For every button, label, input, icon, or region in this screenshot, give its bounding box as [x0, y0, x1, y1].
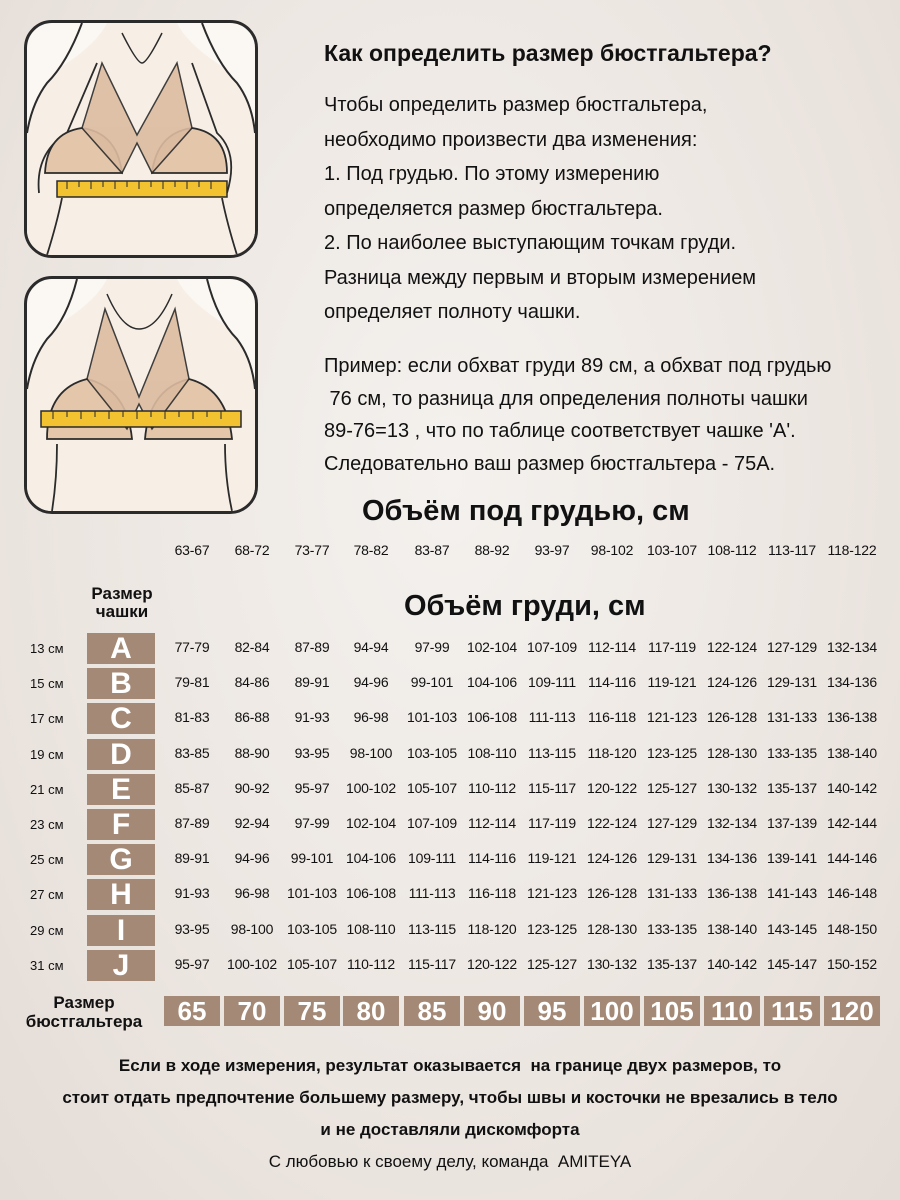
bust-range-cell: 116-118 — [588, 709, 636, 726]
cup-difference-label: 21 см — [30, 781, 64, 797]
bust-range-cell: 112-114 — [588, 639, 636, 655]
bust-range-cell: 84-86 — [234, 674, 270, 691]
bust-range-cell: 124-126 — [587, 850, 637, 867]
bust-range-cell: 132-134 — [707, 815, 757, 831]
bust-range-cell: 102-104 — [467, 639, 517, 655]
bust-range-cell: 94-96 — [353, 674, 389, 691]
underbust-range: 73-77 — [294, 542, 330, 558]
bust-range-cell: 86-88 — [234, 709, 270, 726]
bust-range-cell: 99-101 — [410, 674, 454, 691]
bust-range-cell: 104-106 — [467, 674, 517, 691]
cup-difference-label: 29 см — [30, 922, 64, 938]
bust-range-cell: 83-85 — [174, 744, 210, 761]
bust-range-cell: 130-132 — [707, 779, 757, 796]
cup-letter-badge: G — [87, 844, 155, 875]
bra-header-line: бюстгальтера — [25, 1012, 143, 1031]
bust-range-cell: 91-93 — [174, 885, 210, 902]
bust-range-cell: 143-145 — [767, 920, 817, 937]
cup-letter-badge: A — [87, 633, 155, 664]
bust-range-cell: 145-147 — [767, 955, 817, 972]
bust-range-cell: 118-120 — [467, 920, 517, 937]
cup-difference-label: 17 см — [30, 711, 64, 727]
cup-letter-badge: I — [87, 915, 155, 946]
bust-range-cell: 111-113 — [528, 709, 576, 726]
bust-range-cell: 118-120 — [587, 744, 637, 761]
bust-range-cell: 127-129 — [767, 639, 817, 655]
signature: С любовью к своему делу, команда AMITEYA — [268, 1152, 632, 1171]
underbust-range: 103-107 — [647, 542, 697, 558]
intro-line: Разница между первым и вторым измерением — [324, 266, 757, 289]
intro-line: 2. По наиболее выступающим точкам груди. — [324, 232, 737, 254]
bust-range-cell: 93-95 — [294, 744, 330, 761]
bust-range-cell: 88-90 — [234, 744, 270, 761]
bust-range-cell: 134-136 — [827, 674, 877, 691]
bust-range-cell: 114-116 — [588, 674, 636, 691]
bust-range-cell: 132-134 — [827, 639, 877, 655]
bust-range-cell: 131-133 — [767, 709, 817, 726]
bust-range-cell: 87-89 — [294, 639, 330, 655]
bust-range-cell: 119-121 — [647, 674, 697, 691]
bust-range-cell: 93-95 — [174, 920, 210, 937]
bust-range-cell: 122-124 — [707, 639, 757, 655]
bra-size-badge: 120 — [824, 996, 880, 1026]
cup-difference-label: 25 см — [30, 852, 64, 868]
bust-range-cell: 121-123 — [527, 885, 577, 902]
bust-range-cell: 112-114 — [468, 815, 516, 831]
underbust-range: 88-92 — [474, 542, 510, 558]
note-line: Если в ходе измерения, результат оказывается на границе двух размеров, то — [118, 1056, 782, 1075]
underbust-range: 83-87 — [414, 542, 450, 558]
underbust-range: 98-102 — [590, 542, 634, 558]
bra-size-badge: 75 — [284, 996, 340, 1026]
bust-range-cell: 146-148 — [827, 885, 877, 902]
cup-letter-badge: C — [87, 703, 155, 734]
example-line: 89-76=13 , что по таблице соответствует чашке 'A'. — [324, 420, 796, 442]
bust-range-cell: 129-131 — [647, 850, 697, 867]
cup-letter-badge: D — [87, 739, 155, 770]
intro-line: определяет полноту чашки. — [324, 301, 581, 323]
bra-size-badge: 95 — [524, 996, 580, 1026]
bust-range-cell: 104-106 — [346, 850, 396, 867]
bust-range-cell: 94-96 — [234, 850, 270, 867]
underbust-illustration — [24, 20, 258, 258]
bra-size-badge: 110 — [704, 996, 760, 1026]
bust-range-cell: 95-97 — [294, 779, 330, 796]
bust-range-cell: 135-137 — [647, 955, 697, 972]
bust-range-cell: 99-101 — [290, 850, 334, 867]
bra-size-badge: 65 — [164, 996, 220, 1026]
bust-range-cell: 125-127 — [647, 779, 697, 796]
underbust-range: 63-67 — [174, 542, 210, 558]
cup-letter-badge: E — [87, 774, 155, 805]
bra-size-badge: 85 — [404, 996, 460, 1026]
bust-range-cell: 102-104 — [346, 815, 396, 831]
bust-range-cell: 114-116 — [468, 850, 516, 867]
measurement-note — [0, 1050, 900, 1146]
bust-range-cell: 81-83 — [174, 709, 210, 726]
intro-line: 1. Под грудью. По этому измерению — [324, 163, 660, 185]
bust-range-cell: 137-139 — [767, 815, 817, 831]
bust-range-cell: 140-142 — [707, 955, 757, 972]
bust-range-cell: 125-127 — [527, 955, 577, 972]
bust-range-cell: 144-146 — [827, 850, 877, 867]
bra-size-header — [14, 993, 154, 1031]
bust-range-cell: 133-135 — [647, 920, 697, 937]
bust-range-cell: 100-102 — [227, 955, 277, 972]
cup-difference-label: 27 см — [30, 887, 64, 903]
underbust-title: Объём под грудью, см — [362, 495, 690, 527]
bust-range-cell: 101-103 — [407, 709, 457, 726]
bust-range-cell: 130-132 — [587, 955, 637, 972]
bust-range-cell: 140-142 — [827, 779, 877, 796]
bust-range-cell: 148-150 — [827, 920, 877, 937]
bust-range-cell: 98-100 — [230, 920, 274, 937]
cup-letter-badge: F — [87, 809, 155, 840]
bust-range-cell: 109-111 — [408, 850, 456, 867]
underbust-range: 108-112 — [707, 542, 757, 558]
bust-range-cell: 119-121 — [527, 850, 577, 867]
bust-range-cell: 115-117 — [528, 779, 576, 796]
underbust-range: 78-82 — [353, 542, 389, 558]
bust-range-cell: 128-130 — [707, 744, 757, 761]
bust-range-cell: 138-140 — [827, 744, 877, 761]
bust-range-cell: 133-135 — [767, 744, 817, 761]
bust-range-cell: 106-108 — [346, 885, 396, 902]
underbust-range: 118-122 — [827, 542, 877, 558]
bust-range-cell: 108-110 — [467, 744, 517, 761]
bust-range-cell: 94-94 — [353, 639, 389, 655]
bust-range-cell: 126-128 — [587, 885, 637, 902]
cup-difference-label: 13 см — [30, 641, 64, 656]
example-line: Пример: если обхват груди 89 см, а обхват под грудью — [324, 355, 832, 377]
bust-range-cell: 124-126 — [707, 674, 757, 691]
bust-range-cell: 108-110 — [346, 920, 396, 937]
bust-range-cell: 139-141 — [767, 850, 817, 867]
bust-range-cell: 117-119 — [648, 639, 696, 655]
bust-range-cell: 121-123 — [647, 709, 697, 726]
bust-range-cell: 107-109 — [527, 639, 577, 655]
bust-range-cell: 113-115 — [408, 920, 456, 937]
bra-size-badge: 100 — [584, 996, 640, 1026]
cup-size-header — [80, 585, 164, 621]
cup-letter-badge: B — [87, 668, 155, 699]
bust-range-cell: 97-99 — [294, 815, 330, 831]
bust-range-cell: 98-100 — [349, 744, 393, 761]
bust-range-cell: 136-138 — [707, 885, 757, 902]
cup-header-line: чашки — [95, 602, 149, 621]
bust-range-cell: 123-125 — [527, 920, 577, 937]
cup-difference-label: 23 см — [30, 817, 64, 832]
bra-size-badge: 90 — [464, 996, 520, 1026]
bust-range-cell: 123-125 — [647, 744, 697, 761]
bust-range-cell: 141-143 — [767, 885, 817, 902]
bust-range-cell: 134-136 — [707, 850, 757, 867]
bust-range-cell: 101-103 — [287, 885, 337, 902]
bra-size-badge: 115 — [764, 996, 820, 1026]
bust-range-cell: 131-133 — [647, 885, 697, 902]
note-line: и не доставляли дискомфорта — [320, 1120, 580, 1139]
bust-range-cell: 89-91 — [174, 850, 210, 867]
bust-range-cell: 138-140 — [707, 920, 757, 937]
bust-range-cell: 142-144 — [827, 815, 877, 831]
bust-range-cell: 100-102 — [346, 779, 396, 796]
bra-size-badge: 105 — [644, 996, 700, 1026]
intro-text — [324, 88, 894, 330]
bust-range-cell: 95-97 — [174, 955, 210, 972]
bust-range-cell: 106-108 — [467, 709, 517, 726]
cup-letter-badge: J — [87, 950, 155, 981]
bust-range-cell: 135-137 — [767, 779, 817, 796]
bust-range-cell: 90-92 — [234, 779, 270, 796]
bust-range-cell: 77-79 — [174, 639, 210, 655]
bust-range-cell: 79-81 — [174, 674, 210, 691]
bust-range-cell: 87-89 — [174, 815, 210, 831]
bust-range-cell: 120-122 — [467, 955, 517, 972]
cup-difference-label: 15 см — [30, 676, 64, 692]
bra-size-badge: 80 — [343, 996, 399, 1026]
bust-range-cell: 85-87 — [174, 779, 210, 796]
bra-size-badge: 70 — [224, 996, 280, 1026]
bust-range-cell: 109-111 — [528, 674, 576, 691]
bust-range-cell: 113-115 — [528, 744, 576, 761]
bust-range-cell: 115-117 — [408, 955, 456, 972]
cup-header-line: Размер — [91, 584, 153, 603]
bust-range-cell: 126-128 — [707, 709, 757, 726]
bust-range-cell: 110-112 — [468, 779, 516, 796]
bust-range-cell: 110-112 — [347, 955, 395, 972]
underbust-range: 113-117 — [768, 542, 816, 558]
bust-range-cell: 96-98 — [234, 885, 270, 902]
bust-range-cell: 150-152 — [827, 955, 877, 972]
underbust-range: 68-72 — [234, 542, 270, 558]
bust-range-cell: 136-138 — [827, 709, 877, 726]
bust-range-cell: 117-119 — [528, 815, 576, 831]
example-line: 76 см, то разница для определения полноты чашки — [324, 387, 808, 410]
bust-range-cell: 105-107 — [407, 779, 457, 796]
bust-range-cell: 105-107 — [287, 955, 337, 972]
bust-range-cell: 103-105 — [287, 920, 337, 937]
bust-illustration — [24, 276, 258, 514]
bra-header-line: Размер — [53, 993, 115, 1012]
page-title: Как определить размер бюстгальтера? — [324, 40, 772, 66]
cup-difference-label: 19 см — [30, 746, 64, 762]
example-line: Следовательно ваш размер бюстгальтера - 75A. — [324, 452, 776, 475]
bust-range-cell: 97-99 — [414, 639, 450, 655]
bust-range-cell: 129-131 — [767, 674, 817, 691]
bust-range-cell: 92-94 — [234, 815, 270, 831]
cup-letter-badge: H — [87, 879, 155, 910]
example-text — [324, 350, 894, 480]
bust-range-cell: 128-130 — [587, 920, 637, 937]
bust-range-cell: 103-105 — [407, 744, 457, 761]
note-line: стоит отдать предпочтение большему размеру, чтобы швы и косточки не врезались в тело — [62, 1088, 838, 1107]
cup-difference-label: 31 см — [30, 957, 64, 973]
bust-range-cell: 89-91 — [294, 674, 330, 691]
bust-range-cell: 116-118 — [468, 885, 516, 902]
bust-range-cell: 122-124 — [587, 815, 637, 831]
bust-title: Объём груди, см — [404, 590, 646, 622]
bust-range-cell: 91-93 — [294, 709, 330, 726]
bust-range-cell: 96-98 — [353, 709, 389, 726]
bust-range-cell: 111-113 — [408, 885, 456, 902]
bust-range-cell: 127-129 — [647, 815, 697, 831]
bust-range-cell: 120-122 — [587, 779, 637, 796]
bust-range-cell: 107-109 — [407, 815, 457, 831]
underbust-range: 93-97 — [534, 542, 570, 558]
bust-range-cell: 82-84 — [234, 639, 270, 655]
intro-line: определяется размер бюстгальтера. — [324, 197, 663, 220]
intro-line: необходимо произвести два изменения: — [324, 128, 698, 151]
intro-line: Чтобы определить размер бюстгальтера, — [324, 94, 708, 116]
